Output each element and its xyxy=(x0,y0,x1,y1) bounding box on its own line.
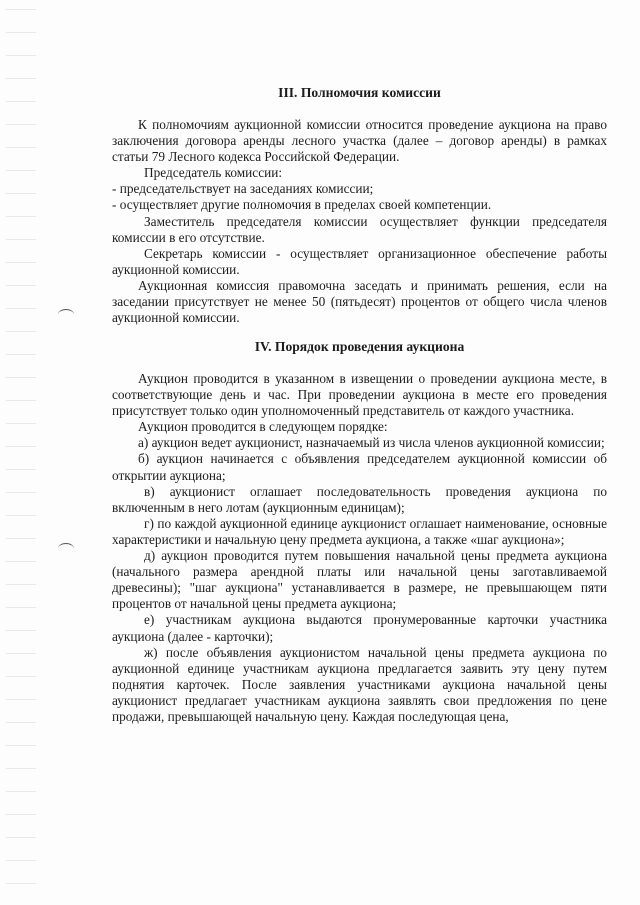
list-item: - председательствует на заседаниях комиссии; xyxy=(112,181,374,197)
paragraph: Аукционная комиссия правомочна заседать и принимать решения, если на заседании присутствует не менее 50 (пятьдесят) процентов от общего числа членов аукционной комиссии. xyxy=(112,277,607,326)
list-item: б) аукцион начинается с объявления председателем аукционной комиссии об открытии аукциона; xyxy=(112,451,607,483)
list-item: в) аукционист оглашает последовательность проведения аукциона по включенным в него лотам (аукционным единицам); xyxy=(112,483,607,515)
list-item: ж) после объявления аукционистом начальной цены предмета аукциона по аукционной единице участникам аукциона предлагается заявить эту цену путем поднятия карточек. После заявления участниками аукциона начальной цены аукционист предлагает участникам аукциона заявлять свои предложения по цене продажи, превышающей начальную цену. Каждая последующая цена, xyxy=(112,644,607,724)
paragraph: Аукцион проводится в следующем порядке: xyxy=(138,419,388,435)
list-item: е) участникам аукциона выдаются пронумерованные карточки участника аукциона (далее - карточки); xyxy=(112,612,607,644)
list-item: а) аукцион ведет аукционист, назначаемый из числа членов аукционной комиссии; xyxy=(138,435,605,451)
scan-binding-edge xyxy=(6,0,36,905)
margin-mark xyxy=(58,309,74,320)
section-3-heading: III. Полномочия комиссии xyxy=(278,85,441,100)
margin-mark xyxy=(58,543,74,554)
paragraph: Заместитель председателя комиссии осуществляет функции председателя комиссии в его отсутствие. xyxy=(112,213,607,245)
paragraph: Секретарь комиссии - осуществляет организационное обеспечение работы аукционной комиссии. xyxy=(112,245,607,277)
paragraph: Аукцион проводится в указанном в извещении о проведении аукциона месте, в соответствующие день и час. При проведении аукциона в месте его проведения присутствует только один уполномоченный представитель от каждого участника. xyxy=(112,371,607,419)
section-3-body xyxy=(112,117,607,326)
list-item: д) аукцион проводится путем повышения начальной цены предмета аукциона (начального размера арендной платы или начальной цены заготавливаемой древесины); "шаг аукциона" устанавливается в размере, не превышающем пяти процентов от начальной цены предмета аукциона; xyxy=(112,548,607,612)
paragraph: К полномочиям аукционной комиссии относится проведение аукциона на право заключения договора аренды лесного участка (далее – договор аренды) в рамках статьи 79 Лесного кодекса Российской Федерации. xyxy=(112,117,607,165)
list-item: - осуществляет другие полномочия в пределах своей компетенции. xyxy=(112,197,492,213)
list-item: г) по каждой аукционной единице аукционист оглашает наименование, основные характеристики и начальную цену предмета аукциона, а также «шаг аукциона»; xyxy=(112,515,607,547)
paragraph: Председатель комиссии: xyxy=(144,165,283,181)
section-4-heading: IV. Порядок проведения аукциона xyxy=(254,339,465,354)
section-4-body xyxy=(112,371,607,725)
